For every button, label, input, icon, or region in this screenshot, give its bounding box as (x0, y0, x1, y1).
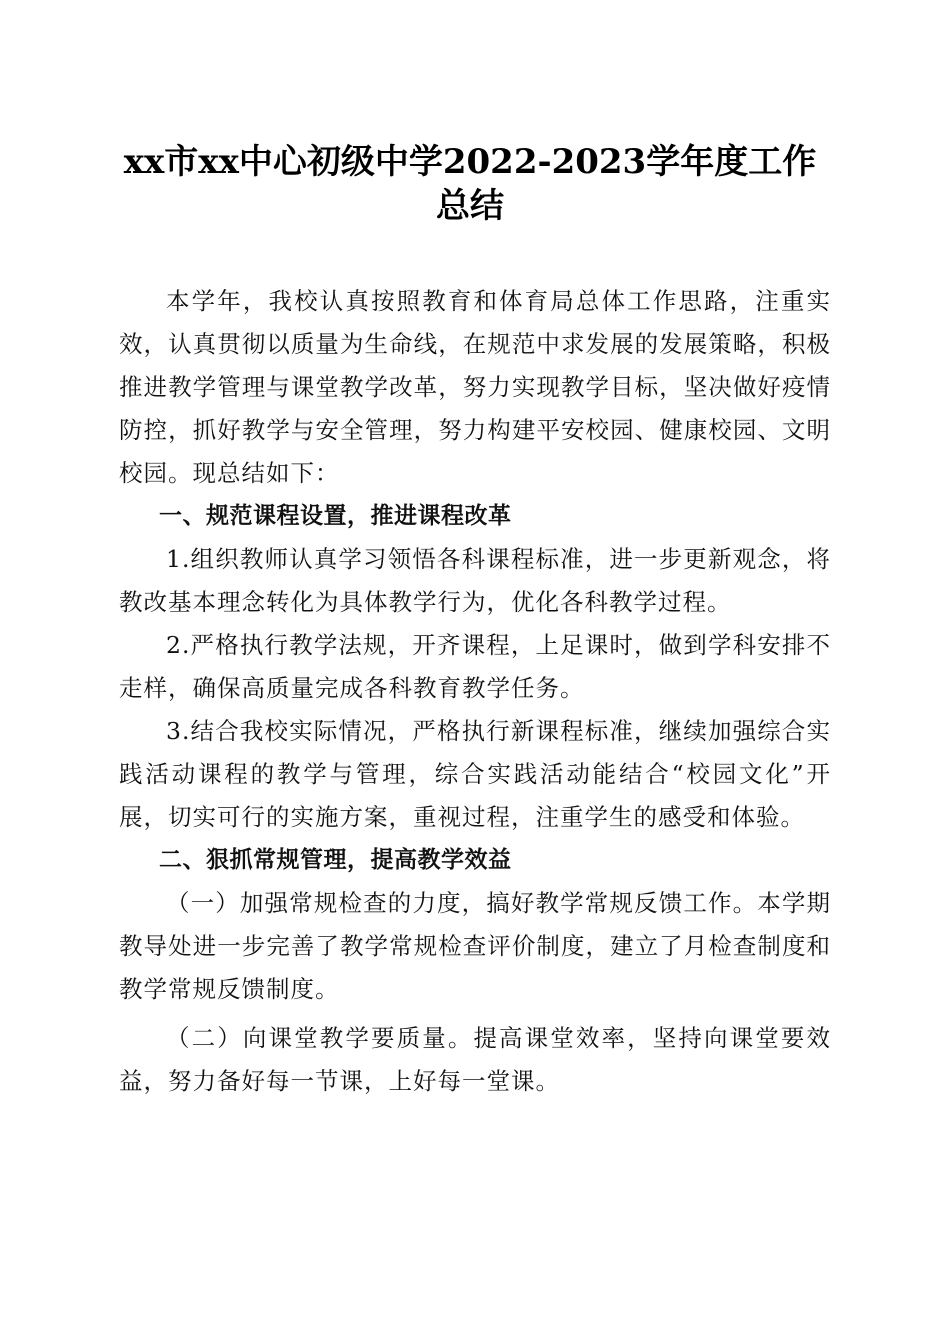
intro-paragraph: 本学年，我校认真按照教育和体育局总体工作思路，注重实效，认真贯彻以质量为生命线，在规范中求发展的发展策略，积极推进教学管理与课堂教学改革，努力实现教学目标，坚决做好疫情防控，抓好教学与安全管理，努力构建平安校园、健康校园、文明校园。现总结如下： (119, 287, 831, 487)
section-1-item-2: 2.严格执行教学法规，开齐课程，上足课时，做到学科安排不走样，确保高质量完成各科教育教学任务。 (119, 631, 831, 702)
title-line-1: xx市xx中心初级中学2022-2023学年度工作 (123, 142, 817, 182)
document-body (119, 280, 831, 1103)
section-2-item-1: （一）加强常规检查的力度，搞好教学常规反馈工作。本学期教导处进一步完善了教学常规检查评价制度，建立了月检查制度和教学常规反馈制度。 (119, 889, 831, 1003)
section-1-item-3: 3.结合我校实际情况，严格执行新课程标准，继续加强综合实践活动课程的教学与管理，综合实践活动能结合“校园文化”开展，切实可行的实施方案，重视过程，注重学生的感受和体验。 (119, 717, 831, 831)
section-1-item-1: 1.组织教师认真学习领悟各科课程标准，进一步更新观念，将教改基本理念转化为具体教学行为，优化各科教学过程。 (119, 545, 831, 616)
title-line-2: 总结 (436, 186, 504, 226)
section-2-item-2: （二）向课堂教学要质量。提高课堂效率，坚持向课堂要效益，努力备好每一节课，上好每一堂课。 (119, 1024, 831, 1095)
document-title (100, 140, 840, 228)
section-2-heading: 二、狠抓常规管理，提高教学效益 (159, 847, 512, 873)
section-1-heading: 一、规范课程设置，推进课程改革 (159, 503, 512, 529)
